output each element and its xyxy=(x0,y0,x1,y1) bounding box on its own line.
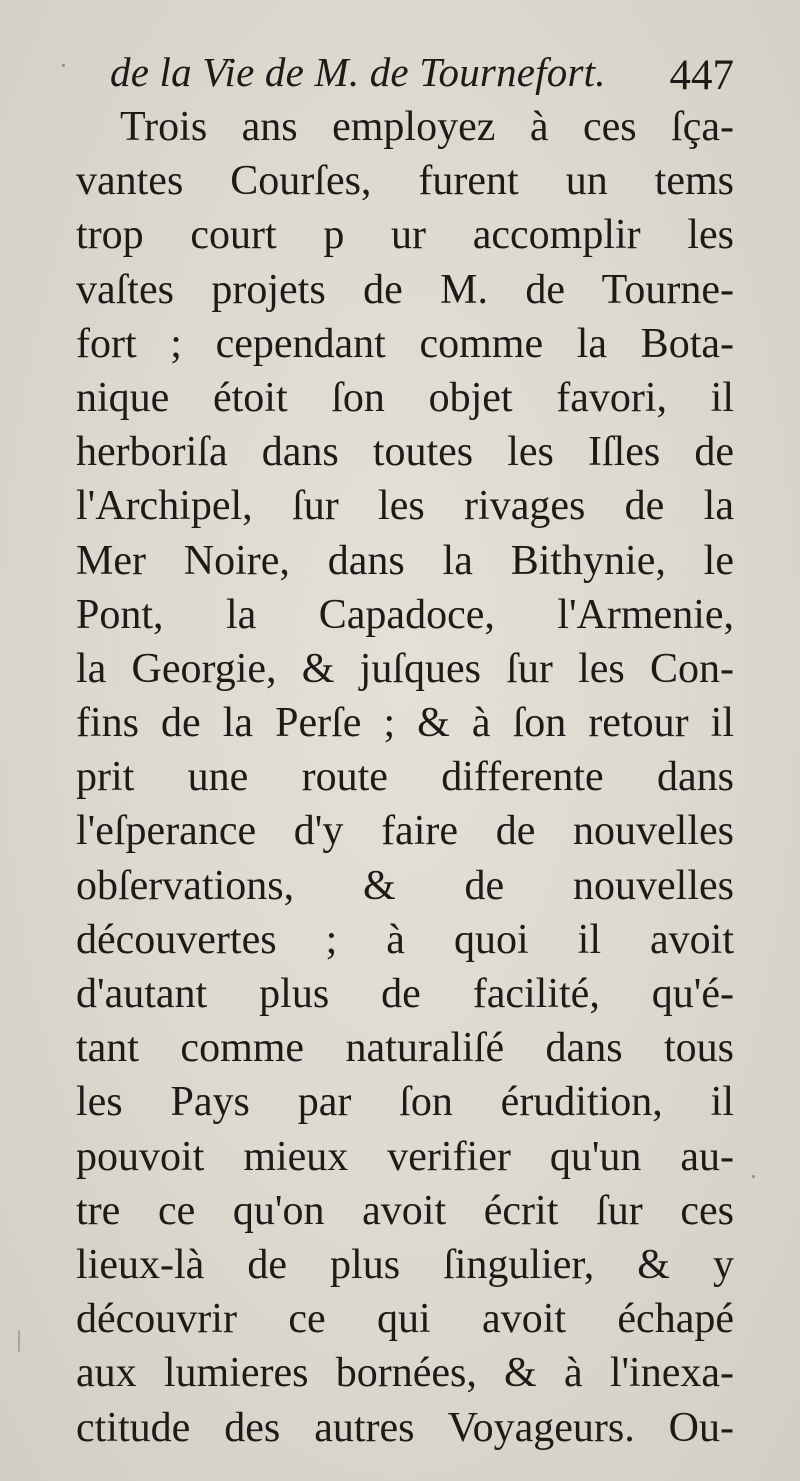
body-text xyxy=(76,100,734,1455)
text-line: l'Archipel, ſur les rivages de la xyxy=(76,483,734,530)
page-header xyxy=(110,42,740,102)
text-line: fort ; cependant comme la Bota- xyxy=(76,320,734,367)
text-line: ctitude des autres Voyageurs. Ou- xyxy=(76,1404,734,1451)
text-line: fins de la Perſe ; & à ſon retour il xyxy=(76,700,734,747)
text-line: les Pays par ſon érudition, il xyxy=(76,1079,734,1126)
text-line: Mer Noire, dans la Bithynie, le xyxy=(76,537,734,584)
text-line: découvertes ; à quoi il avoit xyxy=(76,916,734,963)
text-line: l'eſperance d'y faire de nouvelles xyxy=(76,808,734,855)
text-line: lieux-là de plus ſingulier, & y xyxy=(76,1241,734,1288)
text-line: trop court p ur accomplir les xyxy=(76,212,734,259)
text-line: aux lumieres bornées, & à l'inexa- xyxy=(76,1350,734,1397)
text-line: la Georgie, & juſques ſur les Con- xyxy=(76,645,734,692)
text-line: d'autant plus de facilité, qu'é- xyxy=(76,971,734,1017)
text-line: herboriſa dans toutes les Iſles de xyxy=(76,429,734,476)
text-line: découvrir ce qui avoit échapé xyxy=(76,1296,734,1343)
page-number: 447 xyxy=(669,52,734,99)
text-line: vantes Courſes, furent un tems xyxy=(76,158,734,205)
text-line: Trois ans employez à ces ſça- xyxy=(120,104,734,150)
paper-speck xyxy=(752,1175,755,1178)
text-line: Pont, la Capadoce, l'Armenie, xyxy=(76,591,734,638)
text-line: tre ce qu'on avoit écrit ſur ces xyxy=(76,1187,734,1234)
running-title: de la Vie de M. de Tournefort. xyxy=(110,49,606,95)
paper-speck xyxy=(18,1330,20,1352)
text-line: prit une route differente dans xyxy=(76,754,734,801)
text-line: vaſtes projets de M. de Tourne- xyxy=(76,266,734,313)
paper-speck xyxy=(62,64,65,67)
text-line: obſervations, & de nouvelles xyxy=(76,862,734,909)
text-line: pouvoit mieux verifier qu'un au- xyxy=(76,1133,734,1180)
text-line: nique étoit ſon objet favori, il xyxy=(76,374,734,421)
text-line: tant comme naturaliſé dans tous xyxy=(76,1025,734,1072)
